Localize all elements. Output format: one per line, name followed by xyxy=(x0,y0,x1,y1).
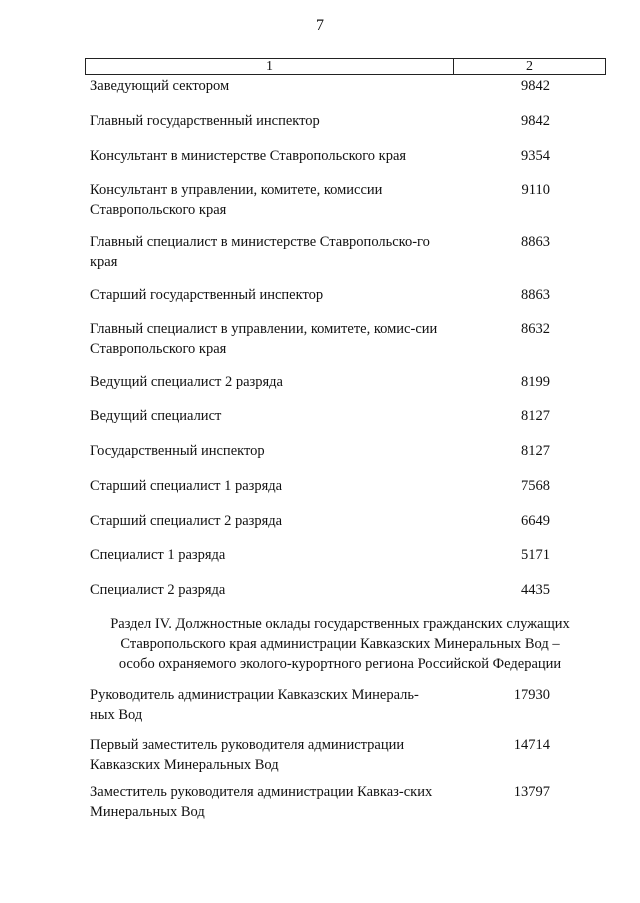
salary-value: 9110 xyxy=(521,182,550,198)
salary-value: 8632 xyxy=(521,321,550,337)
salary-value: 8127 xyxy=(521,443,550,459)
position-title: Специалист 1 разряда xyxy=(90,547,226,563)
position-title: Старший специалист 1 разряда xyxy=(90,478,283,494)
salary-value: 13797 xyxy=(513,784,550,800)
position-title: Главный специалист в министерстве Ставропольско-го края xyxy=(90,234,430,270)
salary-value: 9842 xyxy=(521,78,550,94)
table-header xyxy=(85,58,606,75)
position-title: Главный специалист в управлении, комитете, комис-сии Ставропольского края xyxy=(90,321,438,357)
position-title: Заместитель руководителя администрации Кавказ-ских Минеральных Вод xyxy=(90,784,433,820)
table-header-col2: 2 xyxy=(526,59,533,74)
position-title: Государственный инспектор xyxy=(90,443,265,459)
position-title: Ведущий специалист 2 разряда xyxy=(90,374,283,390)
salary-value: 8863 xyxy=(521,234,550,250)
page-number: 7 xyxy=(316,17,324,34)
salary-value: 9842 xyxy=(521,113,550,129)
section-heading-line: особо охраняемого эколого-курортного региона Российской Федерации xyxy=(118,656,562,672)
section-heading xyxy=(80,614,600,674)
position-title: Специалист 2 разряда xyxy=(90,582,226,598)
position-title: Ведущий специалист xyxy=(90,408,222,424)
position-title: Старший государственный инспектор xyxy=(90,287,324,303)
salary-value: 14714 xyxy=(513,737,550,753)
salary-value: 7568 xyxy=(521,478,550,494)
salary-value: 8863 xyxy=(521,287,550,303)
salary-value: 8127 xyxy=(521,408,550,424)
position-title: Консультант в управлении, комитете, комиссии Ставропольского края xyxy=(90,182,383,218)
table-header-col1: 1 xyxy=(86,59,454,74)
position-title: Консультант в министерстве Ставропольского края xyxy=(90,148,407,164)
position-title: Первый заместитель руководителя администрации Кавказских Минеральных Вод xyxy=(90,737,405,773)
salary-value: 4435 xyxy=(521,582,550,598)
position-title: Руководитель администрации Кавказских Минераль-ных Вод xyxy=(90,687,419,723)
salary-value: 5171 xyxy=(521,547,550,563)
position-title: Главный государственный инспектор xyxy=(90,113,320,129)
salary-value: 6649 xyxy=(521,513,550,529)
salary-value: 17930 xyxy=(513,687,550,703)
position-title: Старший специалист 2 разряда xyxy=(90,513,283,529)
section-heading-line: Раздел IV. Должностные оклады государственных гражданских служащих xyxy=(110,616,570,632)
salary-value: 8199 xyxy=(521,374,550,390)
salary-value: 9354 xyxy=(521,148,550,164)
position-title: Заведующий сектором xyxy=(90,78,230,94)
section-heading-line: Ставропольского края администрации Кавказских Минеральных Вод – xyxy=(120,636,560,652)
